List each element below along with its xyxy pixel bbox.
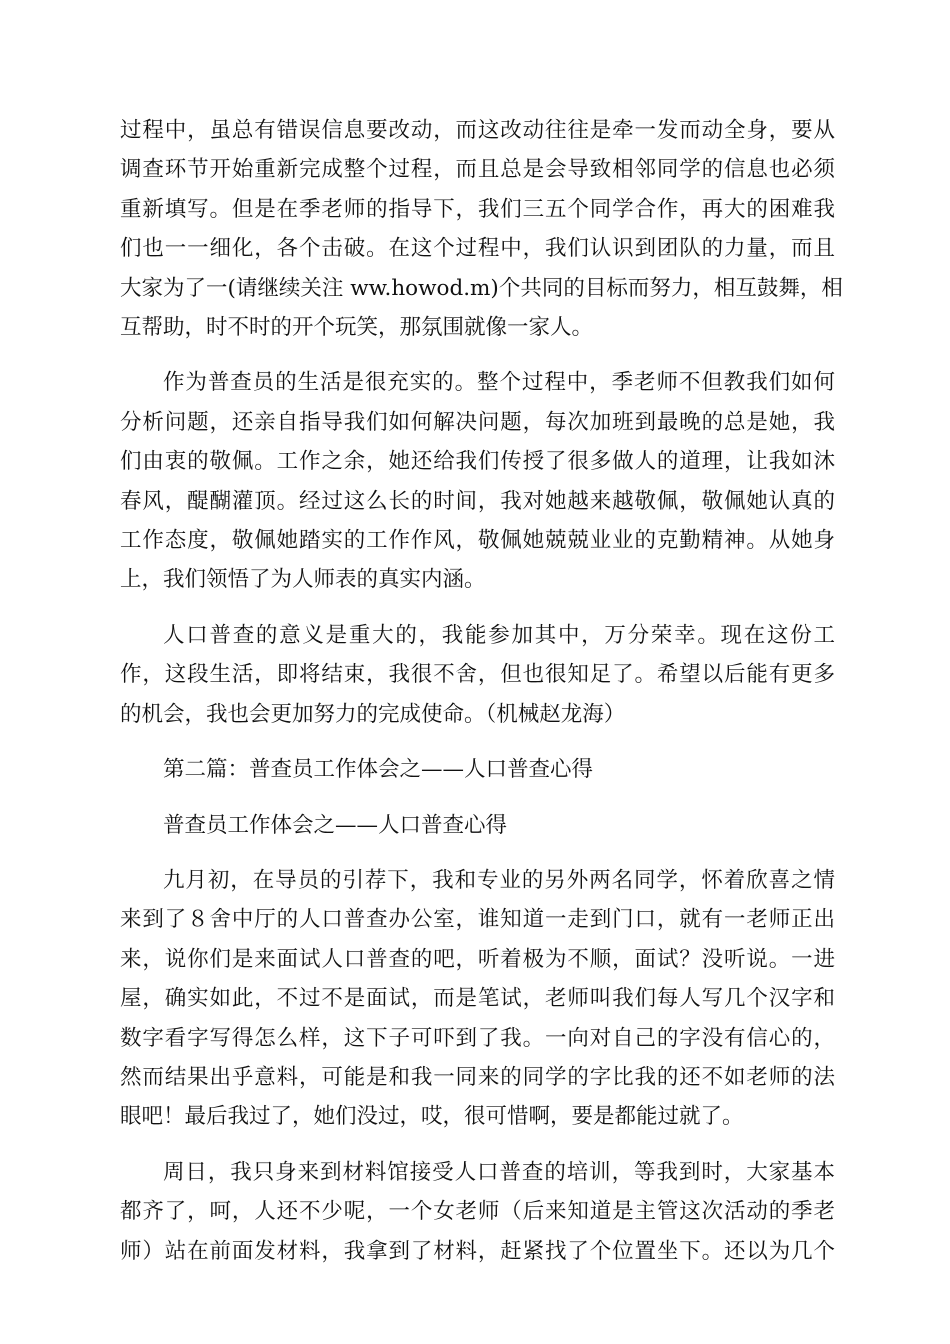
text-line: 重新填写。但是在季老师的指导下，我们三五个同学合作，再大的困难我: [120, 196, 835, 222]
text-line: 大家为了一(请继续关注 ww.howod.m)个共同的目标而努力，相互鼓舞，相: [120, 275, 843, 301]
text-line: 都齐了，呵，人还不少呢，一个女老师（后来知道是主管这次活动的季老: [120, 1199, 835, 1225]
section-heading: 第二篇：普查员工作体会之——人口普查心得: [163, 757, 594, 783]
text-line: 来，说你们是来面试人口普查的吧，听着极为不顺，面试？没听说。一进: [120, 946, 835, 972]
text-line: 九月初，在导员的引荐下，我和专业的另外两名同学，怀着欣喜之情: [163, 867, 835, 893]
paragraph-2: [120, 363, 835, 599]
text-line: 师）站在前面发材料，我拿到了材料，赶紧找了个位置坐下。还以为几个: [120, 1238, 835, 1264]
text-line: 周日，我只身来到材料馆接受人口普查的培训，等我到时，大家基本: [163, 1159, 835, 1185]
document-body: [120, 111, 843, 1287]
paragraph-3: [120, 616, 835, 734]
text-line: 的机会，我也会更加努力的完成使命。（机械赵龙海）: [120, 701, 626, 727]
text-line: 调查环节开始重新完成整个过程，而且总是会导致相邻同学的信息也必须: [120, 157, 835, 183]
text-line: 工作态度，敬佩她踏实的工作作风，敬佩她兢兢业业的克勤精神。从她身: [120, 528, 835, 554]
paragraph-1: [120, 111, 843, 347]
text-line: 然而结果出乎意料，可能是和我一同来的同学的字比我的还不如老师的法: [120, 1064, 835, 1090]
text-line: 上，我们领悟了为人师表的真实内涵。: [120, 567, 486, 593]
paragraph-4: [120, 861, 835, 1137]
text-line: 眼吧！最后我过了，她们没过，哎，很可惜啊，要是都能过就了。: [120, 1104, 744, 1130]
text-line: 过程中，虽总有错误信息要改动，而这改动往往是牵一发而动全身，要从: [120, 118, 835, 143]
text-line: 来到了８舍中厅的人口普查办公室，谁知道一走到门口，就有一老师正出: [120, 907, 835, 933]
text-line: 春风，醍醐灌顶。经过这么长的时间，我对她越来越敬佩，敬佩她认真的: [120, 488, 835, 514]
text-line: 们也一一细化，各个击破。在这个过程中，我们认识到团队的力量，而且: [120, 236, 835, 262]
paragraph-5: [120, 1153, 835, 1271]
text-line: 作，这段生活，即将结束，我很不舍，但也很知足了。希望以后能有更多: [120, 662, 835, 688]
text-line: 们由衷的敬佩。工作之余，她还给我们传授了很多做人的道理，让我如沐: [120, 449, 835, 475]
text-line: 数字看字写得怎么样，这下子可吓到了我。一向对自己的字没有信心的，: [120, 1025, 835, 1051]
article-title: 普查员工作体会之——人口普查心得: [163, 812, 508, 838]
text-line: 屋，确实如此，不过不是面试，而是笔试，老师叫我们每人写几个汉字和: [120, 986, 835, 1012]
text-line: 互帮助，时不时的开个玩笑，那氛围就像一家人。: [120, 315, 594, 341]
text-line: 作为普查员的生活是很充实的。整个过程中，季老师不但教我们如何: [163, 370, 835, 396]
text-line: 人口普查的意义是重大的，我能参加其中，万分荣幸。现在这份工: [163, 622, 835, 648]
text-line: 分析问题，还亲自指导我们如何解决问题，每次加班到最晚的总是她，我: [120, 409, 835, 435]
